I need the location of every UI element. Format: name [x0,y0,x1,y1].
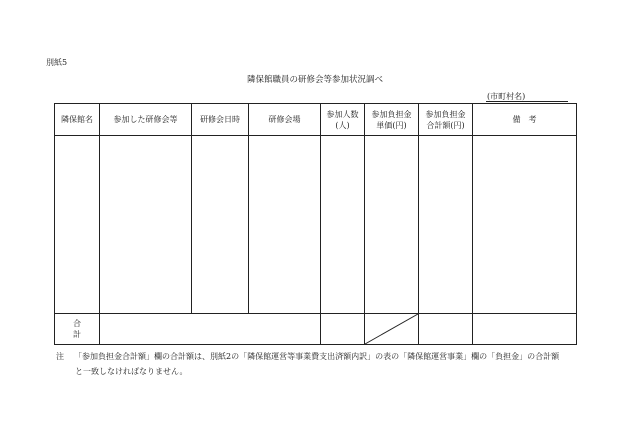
total-row [55,314,577,345]
diagonal-strike [365,314,418,344]
document-title: 隣保館職員の研修会等参加状況調べ [246,75,383,85]
cell-training-name[interactable] [100,136,192,314]
cell-fee-unit-price[interactable] [365,136,419,314]
cell-participant-count[interactable] [321,136,365,314]
header-fee-unit-price: 参加負担金 単価(円) [365,104,419,136]
total-blank-cell [100,314,321,345]
header-training-venue: 研修会場 [249,104,321,136]
total-fee-total[interactable] [419,314,473,345]
note-text-1: 「参加負担金合計額」欄の合計額は、別紙2の「隣保館運営等事業費支出済額内訳」の表の「隣保館運営事業」欄の「負担金」の合計額 [74,352,560,361]
header-fee-total: 参加負担金 合計額(円) [419,104,473,136]
participation-table [54,103,577,345]
total-participant-count[interactable] [321,314,365,345]
note-line-2: と一致しなければなりません。 [75,367,188,376]
note-prefix: 注 [56,352,64,361]
note-line-1 [56,351,559,362]
cell-facility-name[interactable] [55,136,100,314]
total-remarks[interactable] [473,314,577,345]
cell-training-datetime[interactable] [192,136,249,314]
cell-training-venue[interactable] [249,136,321,314]
cell-fee-total[interactable] [419,136,473,314]
form-number: 別紙5 [46,58,68,67]
header-facility-name: 隣保館名 [55,104,100,136]
cell-remarks[interactable] [473,136,577,314]
municipality-label: (市町村名) [487,92,526,101]
header-training-name: 参加した研修会等 [100,104,192,136]
entry-row [55,136,577,314]
municipality-underline [486,101,568,102]
total-label: 合計 [55,314,100,345]
header-training-datetime: 研修会日時 [192,104,249,136]
header-remarks: 備 考 [473,104,577,136]
header-participant-count: 参加人数 (人) [321,104,365,136]
header-row [55,104,577,136]
total-unit-price-crossed-out [365,314,419,345]
